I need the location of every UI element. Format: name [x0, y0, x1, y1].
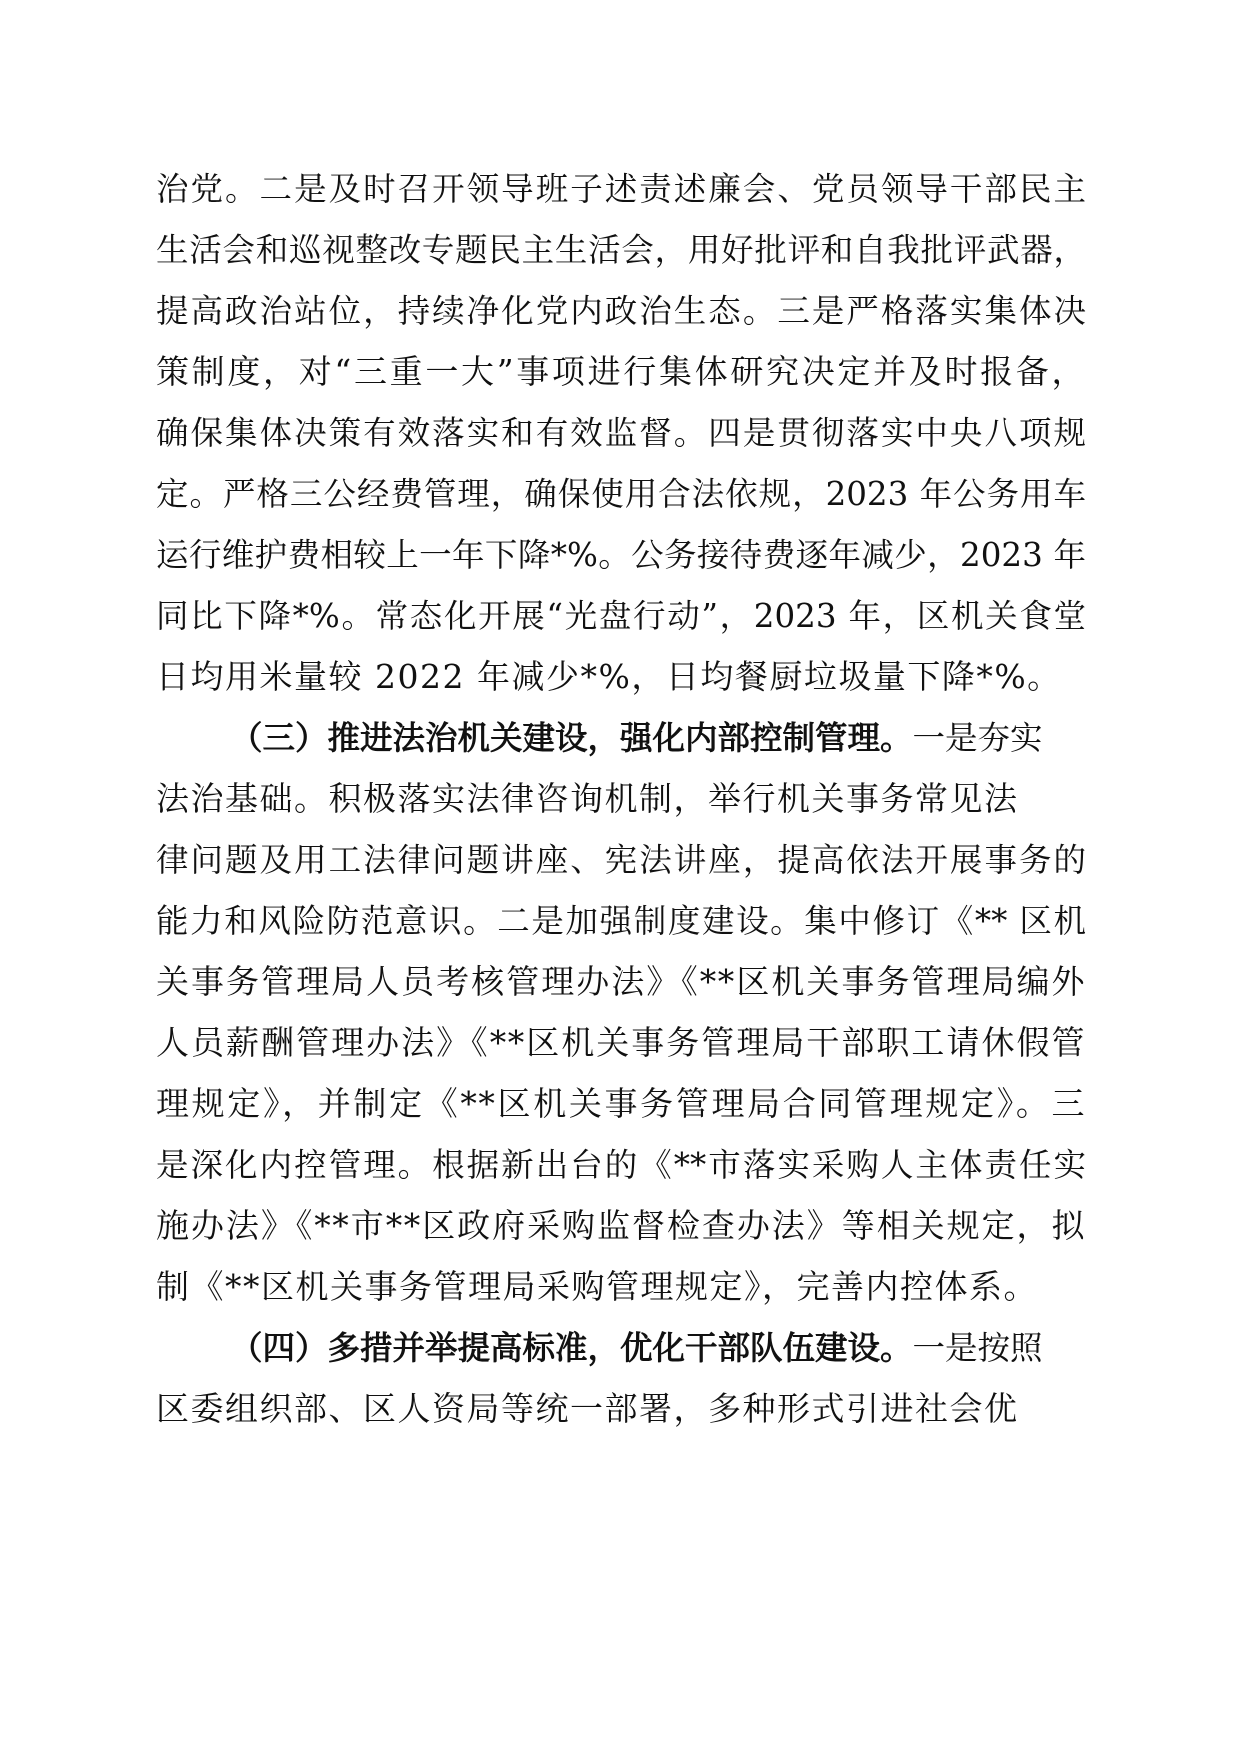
- body-text-line: 确保集体决策有效落实和有效监督。四是贯彻落实中央八项规: [156, 414, 1086, 452]
- section-4-first-line: [230, 1320, 1086, 1376]
- body-text-line: 提高政治站位，持续净化党内政治生态。三是严格落实集体决: [156, 292, 1086, 330]
- body-text-line: 法治基础。积极落实法律咨询机制，举行机关事务常见法: [156, 779, 1019, 818]
- body-text-line: 治党。二是及时召开领导班子述责述廉会、党员领导干部民主: [156, 170, 1086, 208]
- body-text-line: 日均用米量较 2022 年减少*%，日均餐厨垃圾量下降*%。: [156, 657, 1062, 696]
- body-text-line: 定。严格三公经费管理，确保使用合法依规，2023 年公务用车: [156, 475, 1086, 513]
- body-text-line: 生活会和巡视整改专题民主生活会，用好批评和自我批评武器，: [156, 231, 1086, 269]
- body-text-line: 关事务管理局人员考核管理办法》《**区机关事务管理局编外: [156, 962, 1086, 1001]
- body-text-line: 区委组织部、区人资局等统一部署，多种形式引进社会优: [156, 1389, 1019, 1428]
- body-text-line: 律问题及用工法律问题讲座、宪法讲座，提高依法开展事务的: [156, 841, 1086, 879]
- section-3-lead: 一是夯实: [912, 719, 1043, 757]
- body-text-line: 人员薪酬管理办法》《**区机关事务管理局干部职工请休假管: [156, 1023, 1086, 1062]
- body-text-line: 制《**区机关事务管理局采购管理规定》，完善内控体系。: [156, 1267, 1038, 1306]
- body-text-line: 施办法》《**市**区政府采购监督检查办法》等相关规定，拟: [156, 1206, 1086, 1245]
- body-text-line: 策制度，对“三重一大”事项进行集体研究决定并及时报备，: [156, 352, 1086, 391]
- section-3-heading: （三）推进法治机关建设，强化内部控制管理。: [230, 718, 913, 757]
- body-text-line: 能力和风险防范意识。二是加强制度建设。集中修订《** 区机: [156, 902, 1086, 940]
- body-text-line: 运行维护费相较上一年下降*%。公务接待费逐年减少，2023 年: [156, 536, 1086, 574]
- section-3-first-line: [230, 710, 1086, 766]
- section-4-heading: （四）多措并举提高标准，优化干部队伍建设。: [230, 1328, 913, 1367]
- body-text-line: 是深化内控管理。根据新出台的《**市落实采购人主体责任实: [156, 1146, 1086, 1184]
- section-4-lead: 一是按照: [912, 1329, 1043, 1367]
- body-text-line: 理规定》，并制定《**区机关事务管理局合同管理规定》。三: [156, 1084, 1086, 1123]
- body-text-line: 同比下降*%。常态化开展“光盘行动”，2023 年，区机关食堂: [156, 597, 1086, 635]
